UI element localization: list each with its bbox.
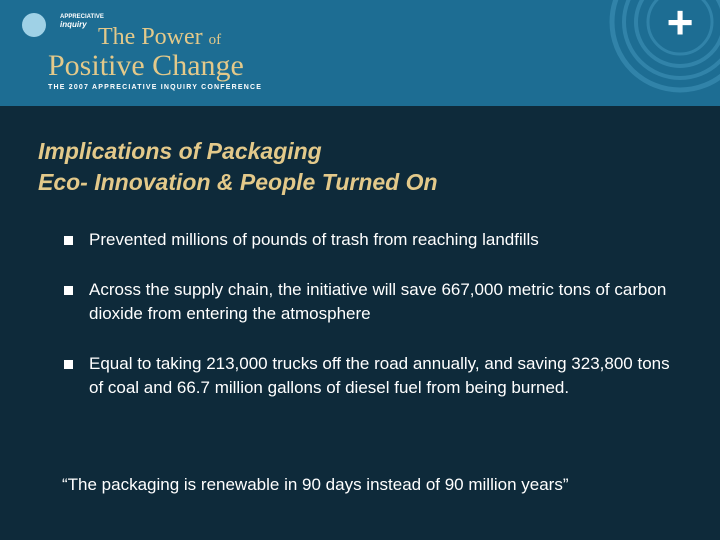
slide-heading-line1: Implications of Packaging xyxy=(38,138,322,164)
slide-heading-line2: Eco- Innovation & People Turned On xyxy=(38,169,438,195)
bullet-item xyxy=(62,228,672,252)
conference-banner xyxy=(0,0,720,106)
bullet-text: Across the supply chain, the initiative will save 667,000 metric tons of carbon dioxide from entering the atmosphere xyxy=(89,280,667,323)
bullet-text: Prevented millions of pounds of trash from reaching landfills xyxy=(89,230,539,249)
bullet-list xyxy=(62,228,672,426)
banner-title-line1 xyxy=(98,24,221,51)
logo-wordmark-line2: inquiry xyxy=(60,20,87,29)
banner-title-part-a: The Power xyxy=(98,24,209,50)
banner-title-line2: Positive Change xyxy=(48,49,244,82)
closing-quote: “The packaging is renewable in 90 days instead of 90 million years” xyxy=(62,475,569,494)
logo-wordmark-line1: APPRECIATIVE xyxy=(60,14,104,20)
bullet-square-icon xyxy=(64,360,73,369)
conference-subtitle: THE 2007 APPRECIATIVE INQUIRY CONFERENCE xyxy=(48,84,263,91)
slide-heading xyxy=(38,136,678,198)
plus-rings-icon xyxy=(600,0,720,106)
bullet-item xyxy=(62,278,672,326)
bullet-square-icon xyxy=(64,286,73,295)
bullet-text: Equal to taking 213,000 trucks off the road annually, and saving 323,800 tons of coal and 66.7 million gallons of diesel fuel from being burned. xyxy=(89,354,670,397)
bullet-square-icon xyxy=(64,236,73,245)
bullet-item xyxy=(62,352,672,400)
plus-icon: + xyxy=(666,0,694,48)
banner-title-part-b: of xyxy=(208,32,222,48)
appreciative-inquiry-logo-icon xyxy=(22,13,46,37)
